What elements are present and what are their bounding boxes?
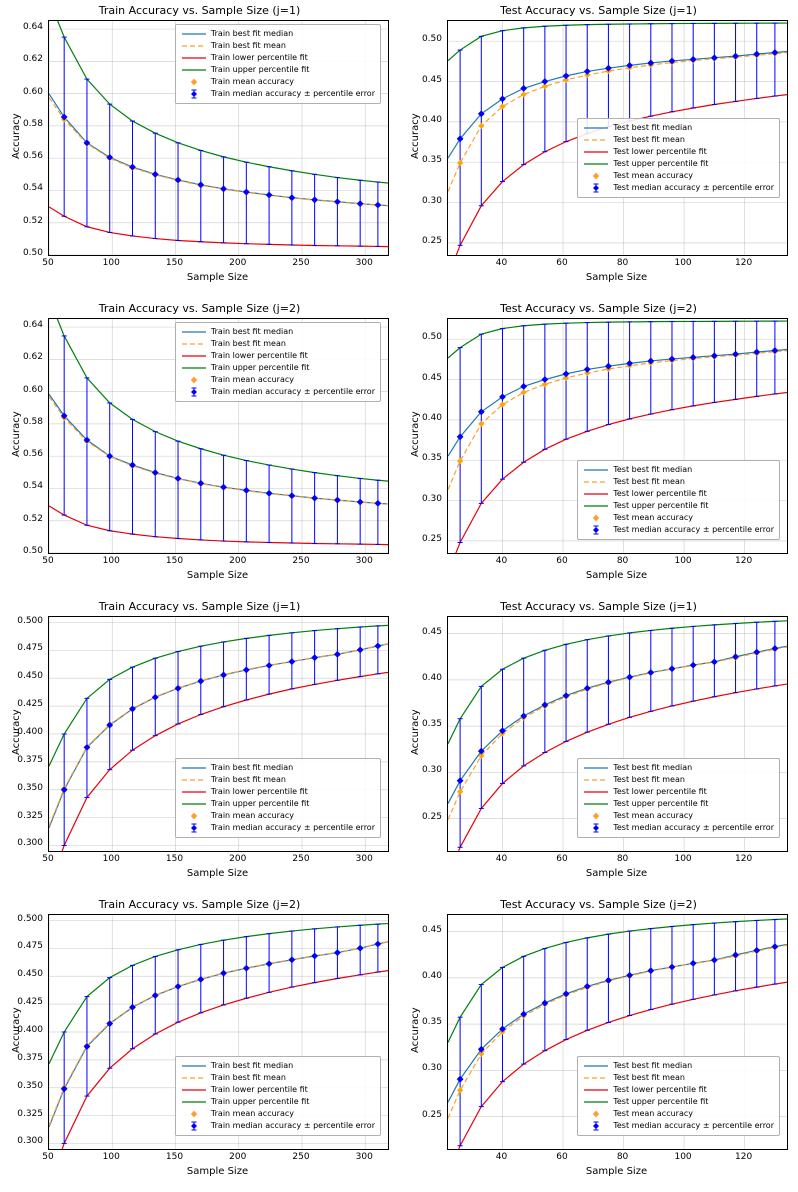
y-axis-tick-label: 0.50 bbox=[22, 546, 43, 556]
x-axis-tick-label: 40 bbox=[495, 258, 508, 268]
x-axis-tick-label: 100 bbox=[102, 1152, 120, 1162]
legend-symbol-solid-icon bbox=[583, 763, 609, 773]
legend-item-label: Train lower percentile fit bbox=[210, 351, 308, 360]
x-axis-tick-label: 40 bbox=[495, 556, 508, 566]
legend-item-label: Test lower percentile fit bbox=[613, 1085, 707, 1094]
legend-item-label: Train best fit median bbox=[210, 327, 294, 336]
x-axis-tick-label: 80 bbox=[616, 258, 629, 268]
legend-item bbox=[583, 146, 774, 158]
x-axis-label: Sample Size bbox=[585, 570, 648, 581]
legend-item bbox=[181, 1120, 375, 1132]
legend-symbol-solid-icon bbox=[181, 65, 207, 75]
chart-panel bbox=[399, 894, 798, 1192]
x-axis-label: Sample Size bbox=[585, 1166, 648, 1177]
y-axis-tick-label: 0.58 bbox=[22, 118, 43, 129]
legend-symbol-dashed-icon bbox=[181, 1073, 207, 1083]
x-axis-tick-label: 100 bbox=[674, 854, 692, 864]
chart-title: Train Accuracy vs. Sample Size (j=1) bbox=[98, 600, 301, 613]
x-axis-tick-label: 100 bbox=[102, 556, 120, 566]
y-axis-label: Accuracy bbox=[410, 411, 421, 457]
x-axis-tick-label: 250 bbox=[292, 1152, 310, 1162]
x-axis-label: Sample Size bbox=[585, 272, 648, 283]
y-axis-label: Accuracy bbox=[410, 113, 421, 159]
legend-symbol-solid-icon bbox=[181, 363, 207, 373]
chart-panel bbox=[399, 0, 798, 298]
y-axis-tick-label: 0.350 bbox=[17, 782, 43, 793]
x-axis-tick-label: 100 bbox=[102, 258, 120, 268]
x-axis-tick-label: 50 bbox=[42, 1152, 54, 1162]
legend-item-label: Train best fit median bbox=[210, 763, 294, 772]
legend-item bbox=[181, 762, 375, 774]
legend-item bbox=[583, 500, 774, 512]
chart-legend bbox=[175, 1056, 381, 1136]
y-axis-tick-label: 0.30 bbox=[421, 493, 442, 504]
legend-symbol-errorbar-icon bbox=[583, 183, 609, 193]
chart-title: Test Accuracy vs. Sample Size (j=2) bbox=[500, 302, 697, 315]
legend-symbol-diamond-icon bbox=[181, 77, 207, 87]
y-axis-tick-label: 0.50 bbox=[421, 34, 442, 45]
y-axis-tick-label: 0.375 bbox=[17, 1052, 43, 1063]
legend-item bbox=[583, 524, 774, 536]
y-axis-tick-label: 0.25 bbox=[421, 1109, 442, 1120]
legend-symbol-errorbar-icon bbox=[181, 89, 207, 99]
legend-item-label: Train lower percentile fit bbox=[210, 1085, 308, 1094]
legend-item-label: Test median accuracy ± percentile error bbox=[613, 525, 774, 534]
legend-item bbox=[181, 338, 375, 350]
x-axis-tick-label: 60 bbox=[556, 1152, 568, 1162]
legend-item-label: Train best fit median bbox=[210, 1061, 294, 1070]
legend-item-label: Test lower percentile fit bbox=[613, 489, 707, 498]
chart-panel bbox=[399, 596, 798, 894]
x-axis-tick-label: 250 bbox=[292, 854, 310, 864]
y-axis-tick-label: 0.35 bbox=[421, 453, 442, 464]
y-axis-tick-label: 0.35 bbox=[421, 155, 442, 166]
legend-item bbox=[181, 1084, 375, 1096]
legend-item-label: Test best fit mean bbox=[613, 477, 685, 486]
y-axis-label: Accuracy bbox=[410, 1007, 421, 1053]
legend-item-label: Train median accuracy ± percentile error bbox=[210, 89, 375, 98]
y-axis-tick-label: 0.40 bbox=[421, 114, 442, 125]
legend-item-label: Test best fit mean bbox=[613, 135, 685, 145]
x-axis-tick-label: 60 bbox=[556, 258, 568, 268]
legend-item bbox=[583, 134, 774, 146]
chart-panel bbox=[399, 298, 798, 596]
legend-item bbox=[583, 810, 774, 822]
x-axis-tick-label: 150 bbox=[165, 556, 184, 566]
y-axis-tick-label: 0.40 bbox=[421, 412, 442, 423]
x-axis-tick-label: 200 bbox=[229, 1152, 247, 1162]
legend-item bbox=[583, 1108, 774, 1120]
chart-legend bbox=[577, 118, 780, 198]
legend-item bbox=[181, 1108, 375, 1120]
y-axis-tick-label: 0.300 bbox=[17, 838, 43, 849]
legend-item-label: Train mean accuracy bbox=[210, 1109, 294, 1118]
x-axis-tick-label: 120 bbox=[735, 854, 753, 864]
legend-symbol-solid-icon bbox=[181, 1085, 207, 1095]
legend-item-label: Train lower percentile fit bbox=[210, 787, 308, 796]
y-axis-tick-label: 0.54 bbox=[22, 183, 43, 194]
legend-item bbox=[181, 28, 375, 40]
legend-symbol-diamond-icon bbox=[181, 375, 207, 385]
y-axis-tick-label: 0.35 bbox=[421, 1017, 442, 1028]
legend-item-label: Test upper percentile fit bbox=[613, 159, 709, 169]
y-axis-tick-label: 0.400 bbox=[17, 727, 43, 737]
y-axis-tick-label: 0.52 bbox=[22, 513, 43, 524]
legend-item-label: Test lower percentile fit bbox=[613, 147, 707, 157]
chart-legend bbox=[175, 24, 381, 104]
legend-item bbox=[181, 76, 375, 88]
legend-item bbox=[583, 1072, 774, 1084]
x-axis-tick-label: 50 bbox=[42, 854, 54, 864]
y-axis-tick-label: 0.475 bbox=[17, 643, 43, 654]
y-axis-tick-label: 0.54 bbox=[22, 481, 43, 492]
y-axis-tick-label: 0.30 bbox=[421, 1063, 442, 1074]
y-axis-tick-label: 0.56 bbox=[22, 449, 43, 460]
legend-item bbox=[583, 774, 774, 786]
y-axis-tick-label: 0.325 bbox=[17, 810, 43, 821]
legend-item-label: Test best fit median bbox=[613, 763, 693, 772]
y-axis-tick-label: 0.425 bbox=[17, 997, 43, 1008]
legend-symbol-dashed-icon bbox=[181, 775, 207, 785]
x-axis-tick-label: 100 bbox=[674, 1152, 692, 1162]
y-axis-tick-label: 0.64 bbox=[22, 22, 43, 33]
x-axis-tick-label: 300 bbox=[355, 1152, 373, 1162]
legend-item bbox=[181, 822, 375, 834]
legend-item-label: Test mean accuracy bbox=[613, 811, 693, 820]
y-axis-tick-label: 0.30 bbox=[421, 765, 442, 776]
y-axis-tick-label: 0.50 bbox=[421, 332, 442, 343]
legend-symbol-solid-icon bbox=[181, 1097, 207, 1107]
x-axis-tick-label: 80 bbox=[616, 1152, 629, 1162]
y-axis-tick-label: 0.45 bbox=[421, 924, 442, 935]
x-axis-tick-label: 120 bbox=[735, 258, 753, 268]
legend-item-label: Test mean accuracy bbox=[613, 513, 693, 522]
y-axis-tick-label: 0.25 bbox=[421, 811, 442, 822]
x-axis-tick-label: 120 bbox=[735, 1152, 753, 1162]
legend-symbol-dashed-icon bbox=[583, 1073, 609, 1083]
legend-symbol-solid-icon bbox=[181, 1061, 207, 1071]
y-axis-tick-label: 0.475 bbox=[17, 941, 43, 952]
legend-symbol-diamond-icon bbox=[583, 513, 609, 523]
x-axis-tick-label: 120 bbox=[735, 556, 753, 566]
y-axis-tick-label: 0.58 bbox=[22, 416, 43, 427]
chart-panel bbox=[0, 894, 399, 1192]
x-axis-tick-label: 80 bbox=[616, 854, 629, 864]
y-axis-tick-label: 0.40 bbox=[421, 970, 442, 981]
chart-title: Test Accuracy vs. Sample Size (j=1) bbox=[500, 600, 697, 613]
legend-symbol-solid-icon bbox=[583, 787, 609, 797]
y-axis-tick-label: 0.500 bbox=[17, 913, 43, 924]
y-axis-tick-label: 0.25 bbox=[421, 533, 442, 544]
y-axis-tick-label: 0.45 bbox=[421, 372, 442, 383]
x-axis-tick-label: 100 bbox=[674, 258, 692, 268]
legend-symbol-errorbar-icon bbox=[181, 387, 207, 397]
legend-item-label: Train upper percentile fit bbox=[210, 799, 310, 808]
legend-item-label: Train best fit mean bbox=[210, 41, 286, 50]
legend-item bbox=[181, 1096, 375, 1108]
legend-symbol-solid-icon bbox=[583, 1085, 609, 1095]
legend-item-label: Train mean accuracy bbox=[210, 77, 294, 86]
legend-item-label: Test median accuracy ± percentile error bbox=[613, 823, 774, 832]
y-axis-tick-label: 0.62 bbox=[22, 352, 43, 363]
legend-item-label: Train median accuracy ± percentile error bbox=[210, 387, 375, 396]
legend-item-label: Train median accuracy ± percentile error bbox=[210, 823, 375, 832]
legend-item bbox=[181, 810, 375, 822]
x-axis-tick-label: 300 bbox=[355, 556, 373, 566]
legend-symbol-solid-icon bbox=[181, 351, 207, 361]
x-axis-tick-label: 150 bbox=[165, 1152, 184, 1162]
legend-item bbox=[583, 762, 774, 774]
y-axis-tick-label: 0.56 bbox=[22, 151, 43, 162]
chart-panel bbox=[0, 596, 399, 894]
legend-item bbox=[583, 798, 774, 810]
x-axis-tick-label: 150 bbox=[165, 854, 184, 864]
legend-item bbox=[181, 326, 375, 338]
y-axis-tick-label: 0.300 bbox=[17, 1136, 43, 1147]
legend-item bbox=[181, 386, 375, 398]
y-axis-tick-label: 0.64 bbox=[22, 320, 43, 331]
legend-item-label: Test median accuracy ± percentile error bbox=[613, 183, 774, 193]
legend-item bbox=[181, 1060, 375, 1072]
x-axis-tick-label: 250 bbox=[292, 258, 310, 268]
legend-item-label: Train upper percentile fit bbox=[210, 1097, 310, 1106]
legend-item-label: Train best fit mean bbox=[210, 775, 286, 784]
legend-symbol-solid-icon bbox=[181, 53, 207, 63]
legend-symbol-errorbar-icon bbox=[181, 823, 207, 833]
legend-item bbox=[181, 40, 375, 52]
y-axis-tick-label: 0.45 bbox=[421, 626, 442, 637]
legend-item-label: Train mean accuracy bbox=[210, 375, 294, 384]
legend-symbol-solid-icon bbox=[583, 123, 609, 133]
legend-item bbox=[181, 64, 375, 76]
legend-item-label: Train upper percentile fit bbox=[210, 65, 310, 74]
legend-symbol-dashed-icon bbox=[583, 775, 609, 785]
chart-title: Train Accuracy vs. Sample Size (j=1) bbox=[98, 4, 301, 17]
chart-panel bbox=[0, 0, 399, 298]
legend-item-label: Test best fit mean bbox=[613, 775, 685, 784]
x-axis-tick-label: 50 bbox=[42, 258, 54, 268]
legend-symbol-diamond-icon bbox=[583, 811, 609, 821]
legend-item bbox=[583, 488, 774, 500]
legend-symbol-solid-icon bbox=[583, 1061, 609, 1071]
x-axis-label: Sample Size bbox=[585, 868, 648, 879]
legend-item-label: Train lower percentile fit bbox=[210, 53, 308, 62]
legend-symbol-diamond-icon bbox=[583, 1109, 609, 1119]
x-axis-tick-label: 80 bbox=[616, 556, 629, 566]
legend-item bbox=[583, 476, 774, 488]
legend-item bbox=[583, 512, 774, 524]
legend-item bbox=[583, 822, 774, 834]
x-axis-label: Sample Size bbox=[186, 868, 249, 879]
legend-item bbox=[583, 1060, 774, 1072]
legend-item bbox=[583, 1120, 774, 1132]
legend-item-label: Train median accuracy ± percentile error bbox=[210, 1121, 375, 1130]
legend-item-label: Test mean accuracy bbox=[613, 1109, 693, 1118]
legend-symbol-solid-icon bbox=[181, 799, 207, 809]
x-axis-tick-label: 40 bbox=[495, 1152, 508, 1162]
legend-item-label: Train mean accuracy bbox=[210, 811, 294, 820]
legend-item bbox=[181, 52, 375, 64]
legend-symbol-errorbar-icon bbox=[583, 1121, 609, 1131]
x-axis-label: Sample Size bbox=[186, 1166, 249, 1177]
legend-item bbox=[583, 182, 774, 194]
x-axis-tick-label: 50 bbox=[42, 556, 54, 566]
x-axis-tick-label: 100 bbox=[102, 854, 120, 864]
y-axis-tick-label: 0.52 bbox=[22, 215, 43, 226]
legend-symbol-solid-icon bbox=[583, 489, 609, 499]
chart-legend bbox=[577, 1056, 780, 1136]
y-axis-tick-label: 0.60 bbox=[22, 86, 43, 97]
x-axis-tick-label: 60 bbox=[556, 854, 568, 864]
legend-item bbox=[181, 786, 375, 798]
legend-symbol-solid-icon bbox=[583, 501, 609, 511]
chart-legend bbox=[577, 460, 780, 540]
legend-item bbox=[583, 158, 774, 170]
x-axis-tick-label: 40 bbox=[495, 854, 508, 864]
x-axis-label: Sample Size bbox=[186, 272, 249, 283]
legend-item-label: Test upper percentile fit bbox=[613, 1097, 709, 1106]
y-axis-label: Accuracy bbox=[410, 709, 421, 755]
legend-item bbox=[181, 374, 375, 386]
legend-symbol-solid-icon bbox=[181, 327, 207, 337]
y-axis-tick-label: 0.62 bbox=[22, 54, 43, 65]
y-axis-label: Accuracy bbox=[11, 113, 22, 159]
legend-symbol-solid-icon bbox=[181, 787, 207, 797]
legend-item bbox=[583, 1084, 774, 1096]
legend-symbol-diamond-icon bbox=[181, 1109, 207, 1119]
legend-item-label: Test best fit median bbox=[613, 123, 693, 133]
y-axis-tick-label: 0.325 bbox=[17, 1108, 43, 1119]
legend-item-label: Test mean accuracy bbox=[613, 171, 693, 181]
legend-symbol-solid-icon bbox=[583, 1097, 609, 1107]
y-axis-tick-label: 0.425 bbox=[17, 699, 43, 710]
y-axis-tick-label: 0.25 bbox=[421, 235, 442, 246]
legend-symbol-errorbar-icon bbox=[181, 1121, 207, 1131]
y-axis-tick-label: 0.375 bbox=[17, 754, 43, 765]
x-axis-tick-label: 150 bbox=[165, 258, 184, 268]
x-axis-tick-label: 200 bbox=[229, 854, 247, 864]
chart-legend bbox=[577, 758, 780, 838]
legend-item-label: Train best fit mean bbox=[210, 339, 286, 348]
chart-legend bbox=[175, 758, 381, 838]
x-axis-label: Sample Size bbox=[186, 570, 249, 581]
y-axis-tick-label: 0.400 bbox=[17, 1025, 43, 1035]
legend-item bbox=[583, 786, 774, 798]
legend-item-label: Test best fit median bbox=[613, 465, 693, 474]
legend-item bbox=[181, 1072, 375, 1084]
legend-symbol-errorbar-icon bbox=[583, 823, 609, 833]
legend-item-label: Train best fit median bbox=[210, 29, 294, 38]
x-axis-tick-label: 250 bbox=[292, 556, 310, 566]
y-axis-tick-label: 0.350 bbox=[17, 1080, 43, 1091]
legend-symbol-dashed-icon bbox=[181, 41, 207, 51]
y-axis-tick-label: 0.500 bbox=[17, 615, 43, 626]
legend-item bbox=[583, 464, 774, 476]
x-axis-tick-label: 60 bbox=[556, 556, 568, 566]
chart-legend bbox=[175, 322, 381, 402]
y-axis-tick-label: 0.40 bbox=[421, 672, 442, 683]
legend-item bbox=[181, 88, 375, 100]
x-axis-tick-label: 200 bbox=[229, 258, 247, 268]
y-axis-label: Accuracy bbox=[11, 709, 22, 755]
x-axis-tick-label: 100 bbox=[674, 556, 692, 566]
x-axis-tick-label: 200 bbox=[229, 556, 247, 566]
y-axis-tick-label: 0.60 bbox=[22, 384, 43, 395]
legend-symbol-dashed-icon bbox=[181, 339, 207, 349]
chart-panel bbox=[0, 298, 399, 596]
y-axis-tick-label: 0.30 bbox=[421, 195, 442, 206]
legend-item bbox=[181, 362, 375, 374]
legend-item bbox=[583, 170, 774, 182]
x-axis-tick-label: 300 bbox=[355, 854, 373, 864]
legend-item-label: Train best fit mean bbox=[210, 1073, 286, 1082]
y-axis-label: Accuracy bbox=[11, 1007, 22, 1053]
chart-title: Test Accuracy vs. Sample Size (j=2) bbox=[500, 898, 697, 911]
chart-title: Test Accuracy vs. Sample Size (j=1) bbox=[500, 4, 697, 17]
chart-title: Train Accuracy vs. Sample Size (j=2) bbox=[98, 898, 301, 911]
legend-symbol-solid-icon bbox=[181, 763, 207, 773]
y-axis-tick-label: 0.450 bbox=[17, 969, 43, 980]
legend-item-label: Test upper percentile fit bbox=[613, 799, 709, 808]
y-axis-tick-label: 0.50 bbox=[22, 248, 43, 258]
legend-item-label: Train upper percentile fit bbox=[210, 363, 310, 372]
legend-symbol-solid-icon bbox=[583, 799, 609, 809]
legend-item-label: Test lower percentile fit bbox=[613, 787, 707, 796]
y-axis-label: Accuracy bbox=[11, 411, 22, 457]
legend-item-label: Test median accuracy ± percentile error bbox=[613, 1121, 774, 1130]
legend-symbol-solid-icon bbox=[583, 159, 609, 169]
legend-item bbox=[181, 350, 375, 362]
legend-symbol-diamond-icon bbox=[583, 171, 609, 181]
legend-item-label: Test best fit mean bbox=[613, 1073, 685, 1082]
legend-symbol-dashed-icon bbox=[583, 477, 609, 487]
legend-symbol-errorbar-icon bbox=[583, 525, 609, 535]
legend-item-label: Test upper percentile fit bbox=[613, 501, 709, 510]
legend-symbol-solid-icon bbox=[583, 147, 609, 157]
legend-item bbox=[583, 1096, 774, 1108]
legend-item bbox=[181, 774, 375, 786]
y-axis-tick-label: 0.45 bbox=[421, 74, 442, 85]
legend-item bbox=[181, 798, 375, 810]
legend-symbol-solid-icon bbox=[583, 465, 609, 475]
legend-item bbox=[583, 122, 774, 134]
legend-symbol-solid-icon bbox=[181, 29, 207, 39]
chart-title: Train Accuracy vs. Sample Size (j=2) bbox=[98, 302, 301, 315]
y-axis-tick-label: 0.35 bbox=[421, 719, 442, 730]
legend-item-label: Test best fit median bbox=[613, 1061, 693, 1070]
y-axis-tick-label: 0.450 bbox=[17, 671, 43, 682]
x-axis-tick-label: 300 bbox=[355, 258, 373, 268]
legend-symbol-diamond-icon bbox=[181, 811, 207, 821]
legend-symbol-dashed-icon bbox=[583, 135, 609, 145]
